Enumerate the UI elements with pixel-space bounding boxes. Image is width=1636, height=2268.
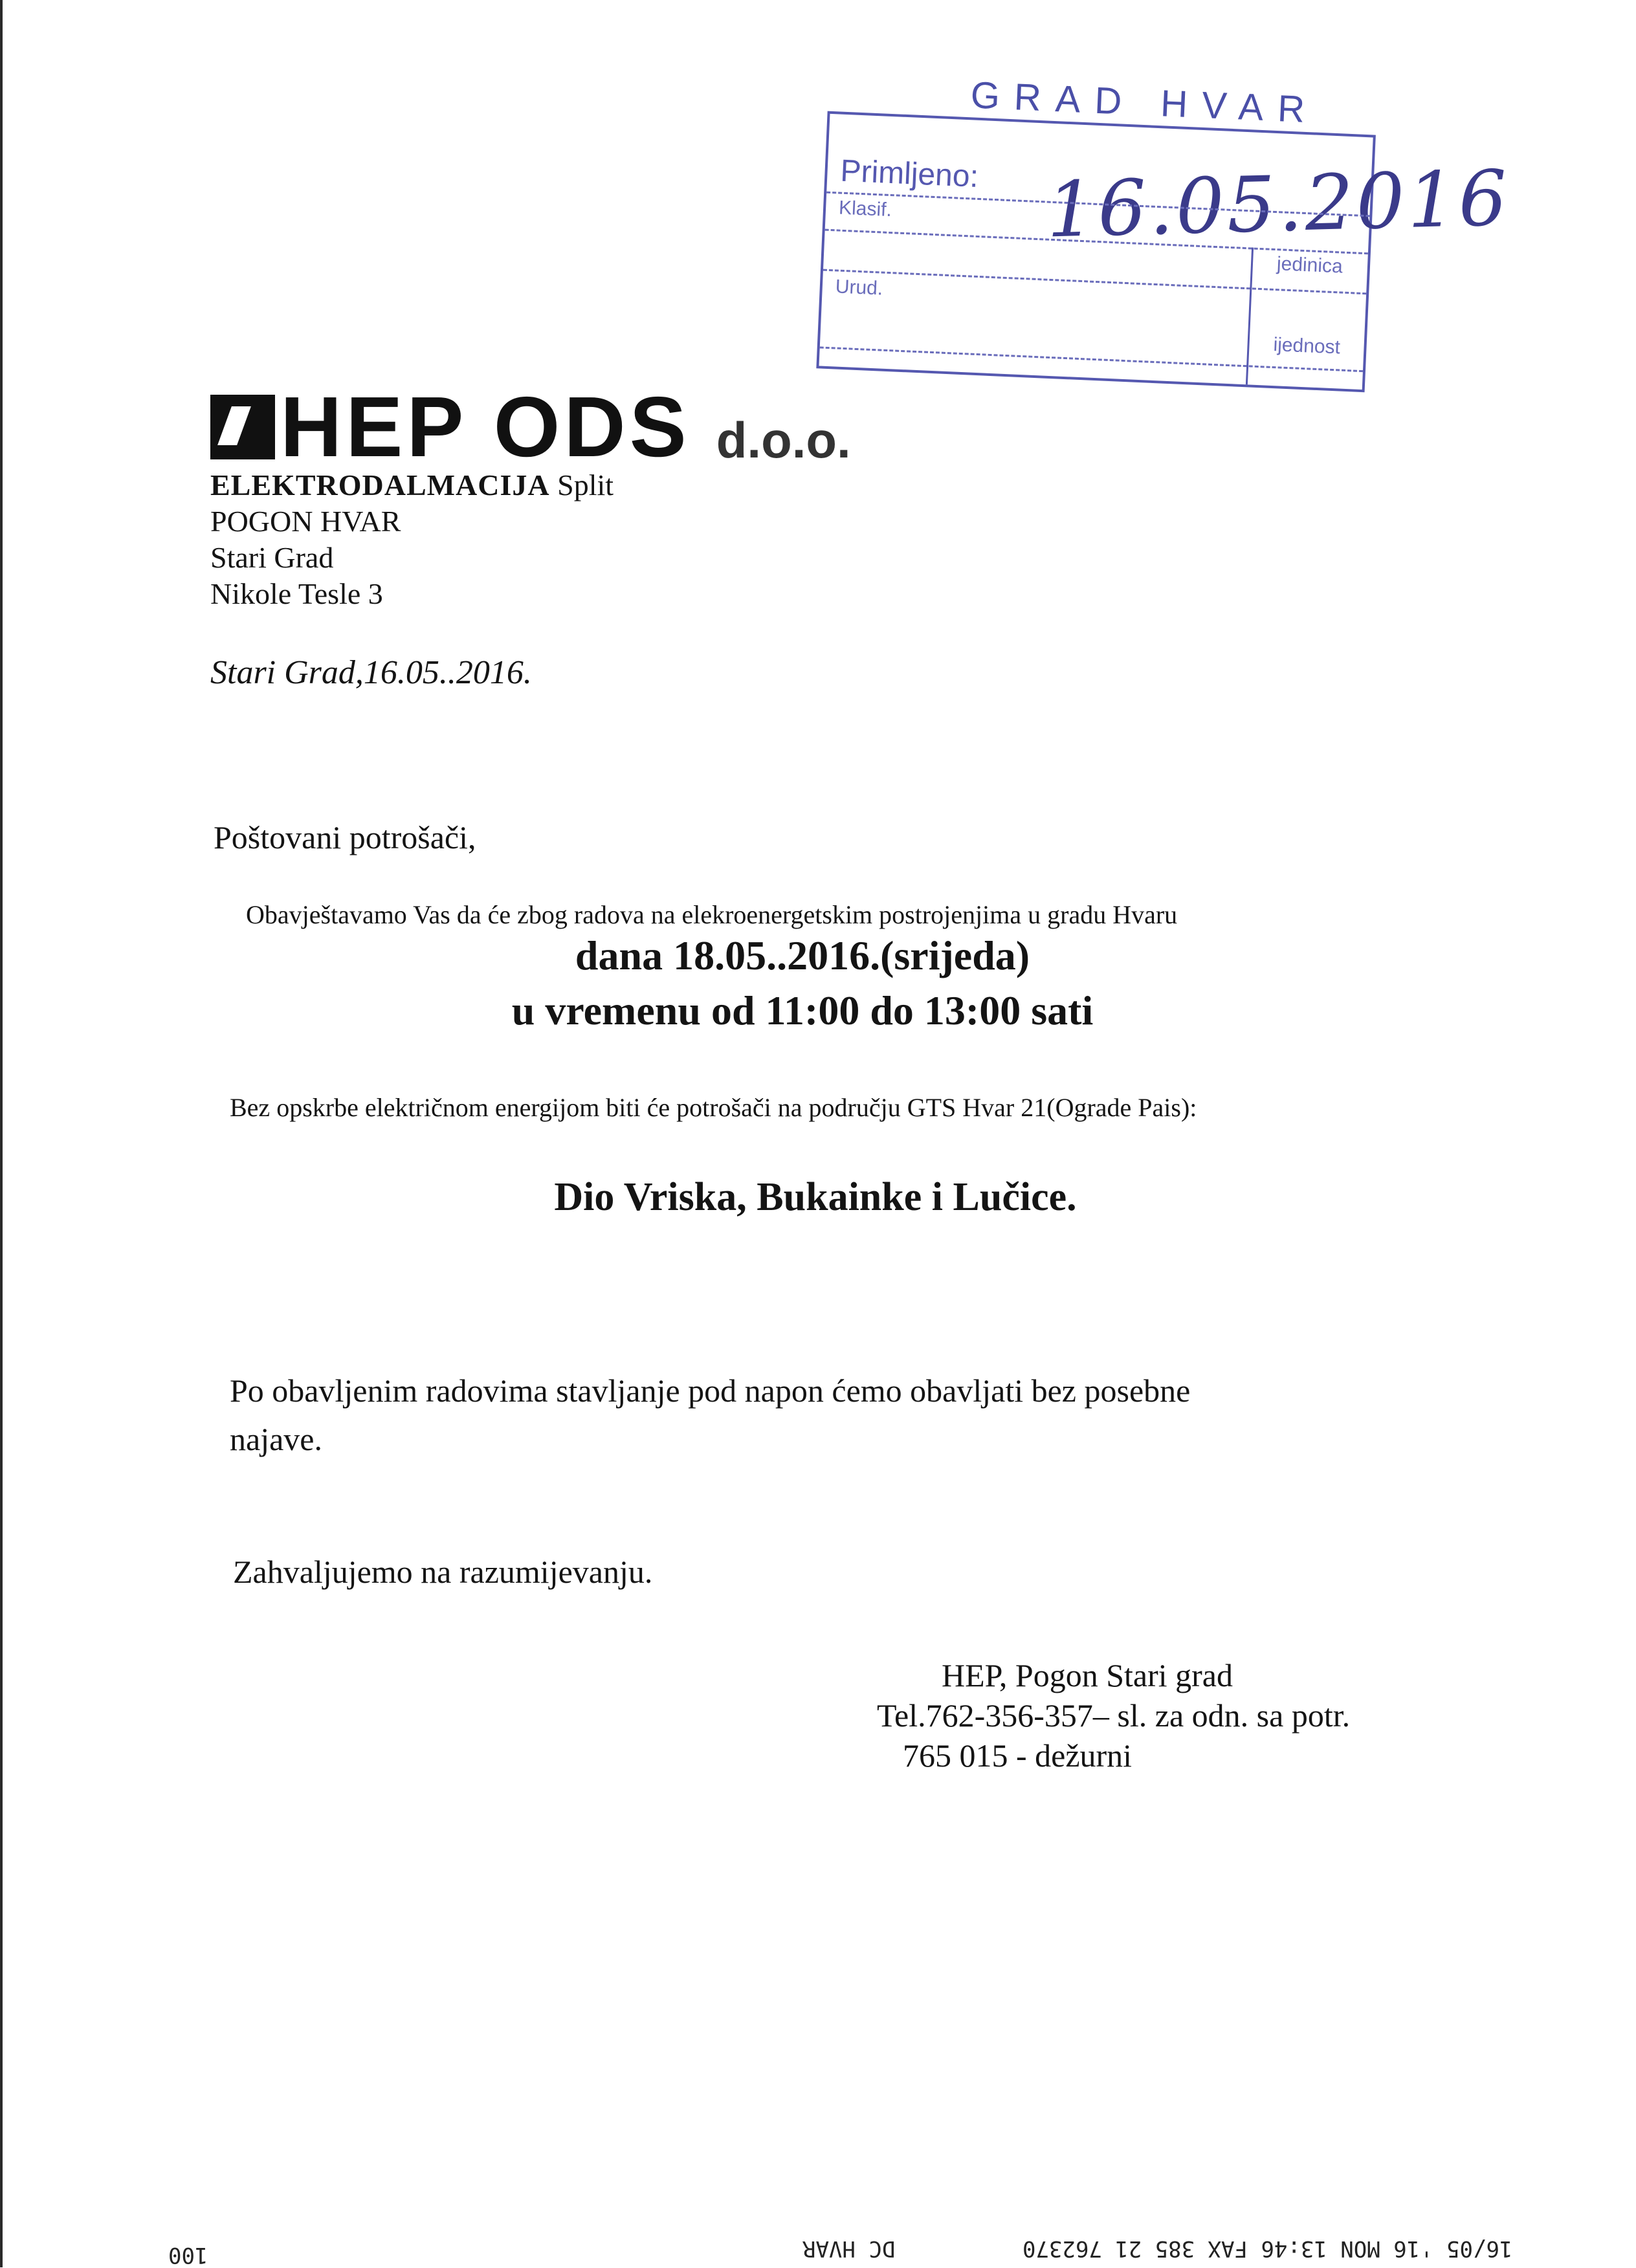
sender-org-line (210, 467, 614, 503)
stamp-column-line (1246, 247, 1254, 384)
intro-paragraph: Obavještavamo Vas da će zbog radova na elekroenergetskim postrojenjima u gradu Hvaru (246, 900, 1178, 929)
sender-unit: POGON HVAR (210, 505, 401, 538)
affected-area: Dio Vriska, Bukainke i Lučice. (554, 1175, 1077, 1219)
sender-org: ELEKTRODALMACIJA (210, 468, 550, 501)
stamp-field-urud: Urud. (835, 276, 883, 300)
stamp-field-jedinica: jedinica (1276, 253, 1343, 278)
stamp-handwritten-date: 16.05.2016 (1045, 153, 1511, 255)
sender-place: Stari Grad (210, 541, 334, 574)
thanks-line: Zahvaljujemo na razumijevanju. (233, 1554, 653, 1590)
stamp-title: GRAD HVAR (969, 74, 1320, 131)
notice-line-2: najave. (230, 1421, 322, 1457)
logo-suffix: d.o.o. (716, 411, 851, 468)
sender-address (210, 467, 614, 612)
fax-footer-header: 16/05 '16 MON 13:46 FAX 385 21 762370 (1022, 2236, 1513, 2262)
stamp-field-klas: Klasif. (838, 197, 892, 221)
hep-logo-icon (210, 395, 275, 459)
logo-main-text: HEP ODS (280, 379, 691, 474)
fax-footer-sender: DC HVAR (802, 2236, 896, 2262)
received-stamp (816, 74, 1511, 401)
hep-ods-logo (210, 379, 851, 474)
scan-edge (0, 0, 3, 2267)
signature-line-1: HEP, Pogon Stari grad (942, 1657, 1233, 1693)
signature-line-2: Tel.762-356-357– sl. za odn. sa potr. (877, 1697, 1351, 1734)
sender-org-city: Split (557, 468, 614, 501)
fax-footer-page: 100 (168, 2242, 208, 2268)
outage-date: dana 18.05..2016.(srijeda) (575, 932, 1030, 978)
signature-line-3: 765 015 - dežurni (903, 1737, 1133, 1774)
salutation: Poštovani potrošači, (214, 819, 476, 855)
stamp-field-vrijednost: ijednost (1272, 334, 1341, 358)
letter-date: Stari Grad,16.05..2016. (210, 654, 532, 691)
affected-intro: Bez opskrbe električnom energijom biti će potrošači na području GTS Hvar 21(Ograde Pais): (230, 1093, 1197, 1122)
sender-street: Nikole Tesle 3 (210, 577, 383, 610)
outage-time: u vremenu od 11:00 do 13:00 sati (511, 987, 1094, 1033)
stamp-frame (816, 111, 1511, 393)
stamp-received-label: Primljeno: (839, 153, 980, 194)
notice-line-1: Po obavljenim radovima stavljanje pod napon ćemo obavljati bez posebne (230, 1372, 1191, 1409)
signature-block (877, 1655, 1350, 1776)
